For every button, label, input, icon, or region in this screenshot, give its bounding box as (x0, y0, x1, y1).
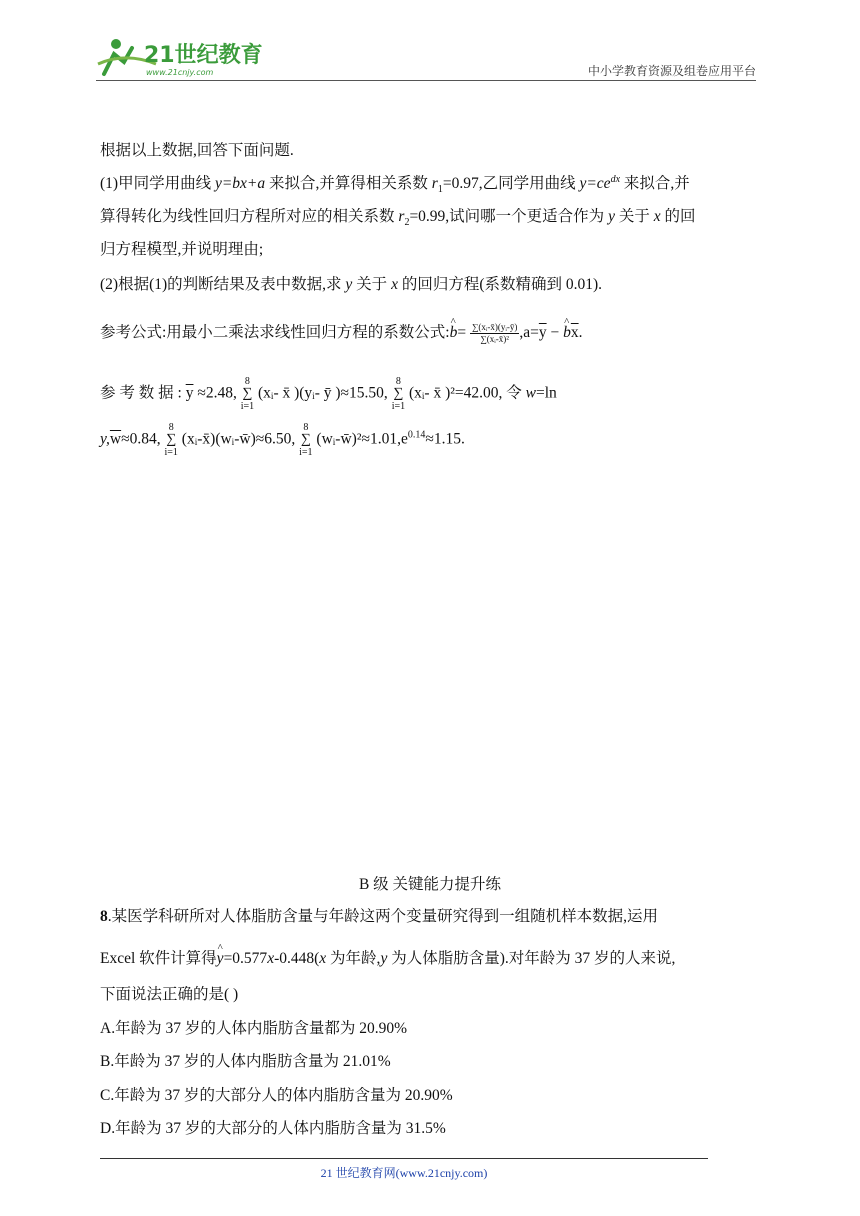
refdata-line2: $y,\overline{w}\approx 0.84$, 8 ∑ i=1 (xᵢ-x̄)(wᵢ-w̄)≈6.50, 8 ∑ i=1 $(wᵢ-w̄)^2\approx 1.01,e^{0.14}\approx 1.15$. (100, 422, 465, 458)
refdata-line1: 参 考 数 据 : $\overline{y} \approx 2.48$, 8 ∑ i=1 (xᵢ- x̄ )(yᵢ- ȳ )≈15.50, 8 ∑ i=1 (xᵢ- x̄ )²=42.00, 令 w=ln (100, 376, 557, 412)
header-slogan: 中小学教育资源及组卷应用平台 (587, 64, 756, 78)
svg-text:21世纪教育: 21世纪教育 (144, 43, 263, 68)
sum-symbol: 8 ∑ i=1 (391, 376, 406, 412)
q8-option-a: A.年龄为 37 岁的人体内脂肪含量都为 20.90% (100, 1020, 407, 1037)
q8-line2: Excel 软件计算得^ y=0.577x-0.448(x 为年龄,y 为人体脂肪含量).对年龄为 37 岁的人来说, (100, 948, 675, 970)
q1-line3: 归方程模型,并说明理由; (100, 241, 264, 258)
section-title: B 级 关键能力提升练 (358, 876, 502, 893)
q1-line1: (1)甲同学用曲线 y=bx+a 来拟合,并算得相关系数 $r_1=0.97$,乙同学用曲线 $y=ce^{dx}$ 来拟合,并 (100, 173, 690, 196)
q8-line3: 下面说法正确的是( ) (100, 986, 239, 1003)
header-divider (96, 80, 756, 81)
q8-option-b: B.年龄为 37 岁的人体内脂肪含量为 21.01% (100, 1053, 391, 1070)
q8-option-d: D.年龄为 37 岁的大部分的人体内脂肪含量为 31.5% (100, 1120, 446, 1137)
q1-line2: 算得转化为线性回归方程所对应的相关系数 $r_2=0.99$,试问哪一个更适合作为 y 关于 x 的回 (100, 208, 696, 229)
svg-text:www.21cnjy.com: www.21cnjy.com (146, 68, 214, 77)
formula-line: 参考公式:用最小二乘法求线性回归方程的系数公式:^ b= $\frac{\text{∑(xᵢ-x̄)(yᵢ-ȳ)}}{\text{∑(xᵢ-x̄)²}}$ $,a=\overline{y}$ − ^ $b\overline{x}$. (100, 322, 582, 345)
site-logo (96, 34, 266, 78)
footer-link[interactable]: 21 世纪教育网(www.21cnjy.com) (320, 1166, 488, 1180)
sum-symbol: 8 ∑ i=1 (164, 422, 178, 458)
b-formula-fraction: $\frac{\text{∑(xᵢ-x̄)(yᵢ-ȳ)}}{\text{∑(xᵢ-x̄)²}}$ (472, 322, 518, 344)
q8-option-c: C.年龄为 37 岁的大部分人的体内脂肪含量为 20.90% (100, 1087, 453, 1104)
q8-line1: 8.某医学科研所对人体脂肪含量与年龄这两个变量研究得到一组随机样本数据,运用 (100, 908, 659, 925)
sum-symbol: 8 ∑ i=1 (240, 376, 255, 412)
footer-divider (100, 1158, 708, 1159)
sum-symbol: 8 ∑ i=1 (299, 422, 313, 458)
q2-line: (2)根据(1)的判断结果及表中数据,求 y 关于 x 的回归方程(系数精确到 0.01). (100, 276, 603, 293)
page-header (96, 34, 756, 80)
intro-text: 根据以上数据,回答下面问题. (100, 142, 294, 159)
